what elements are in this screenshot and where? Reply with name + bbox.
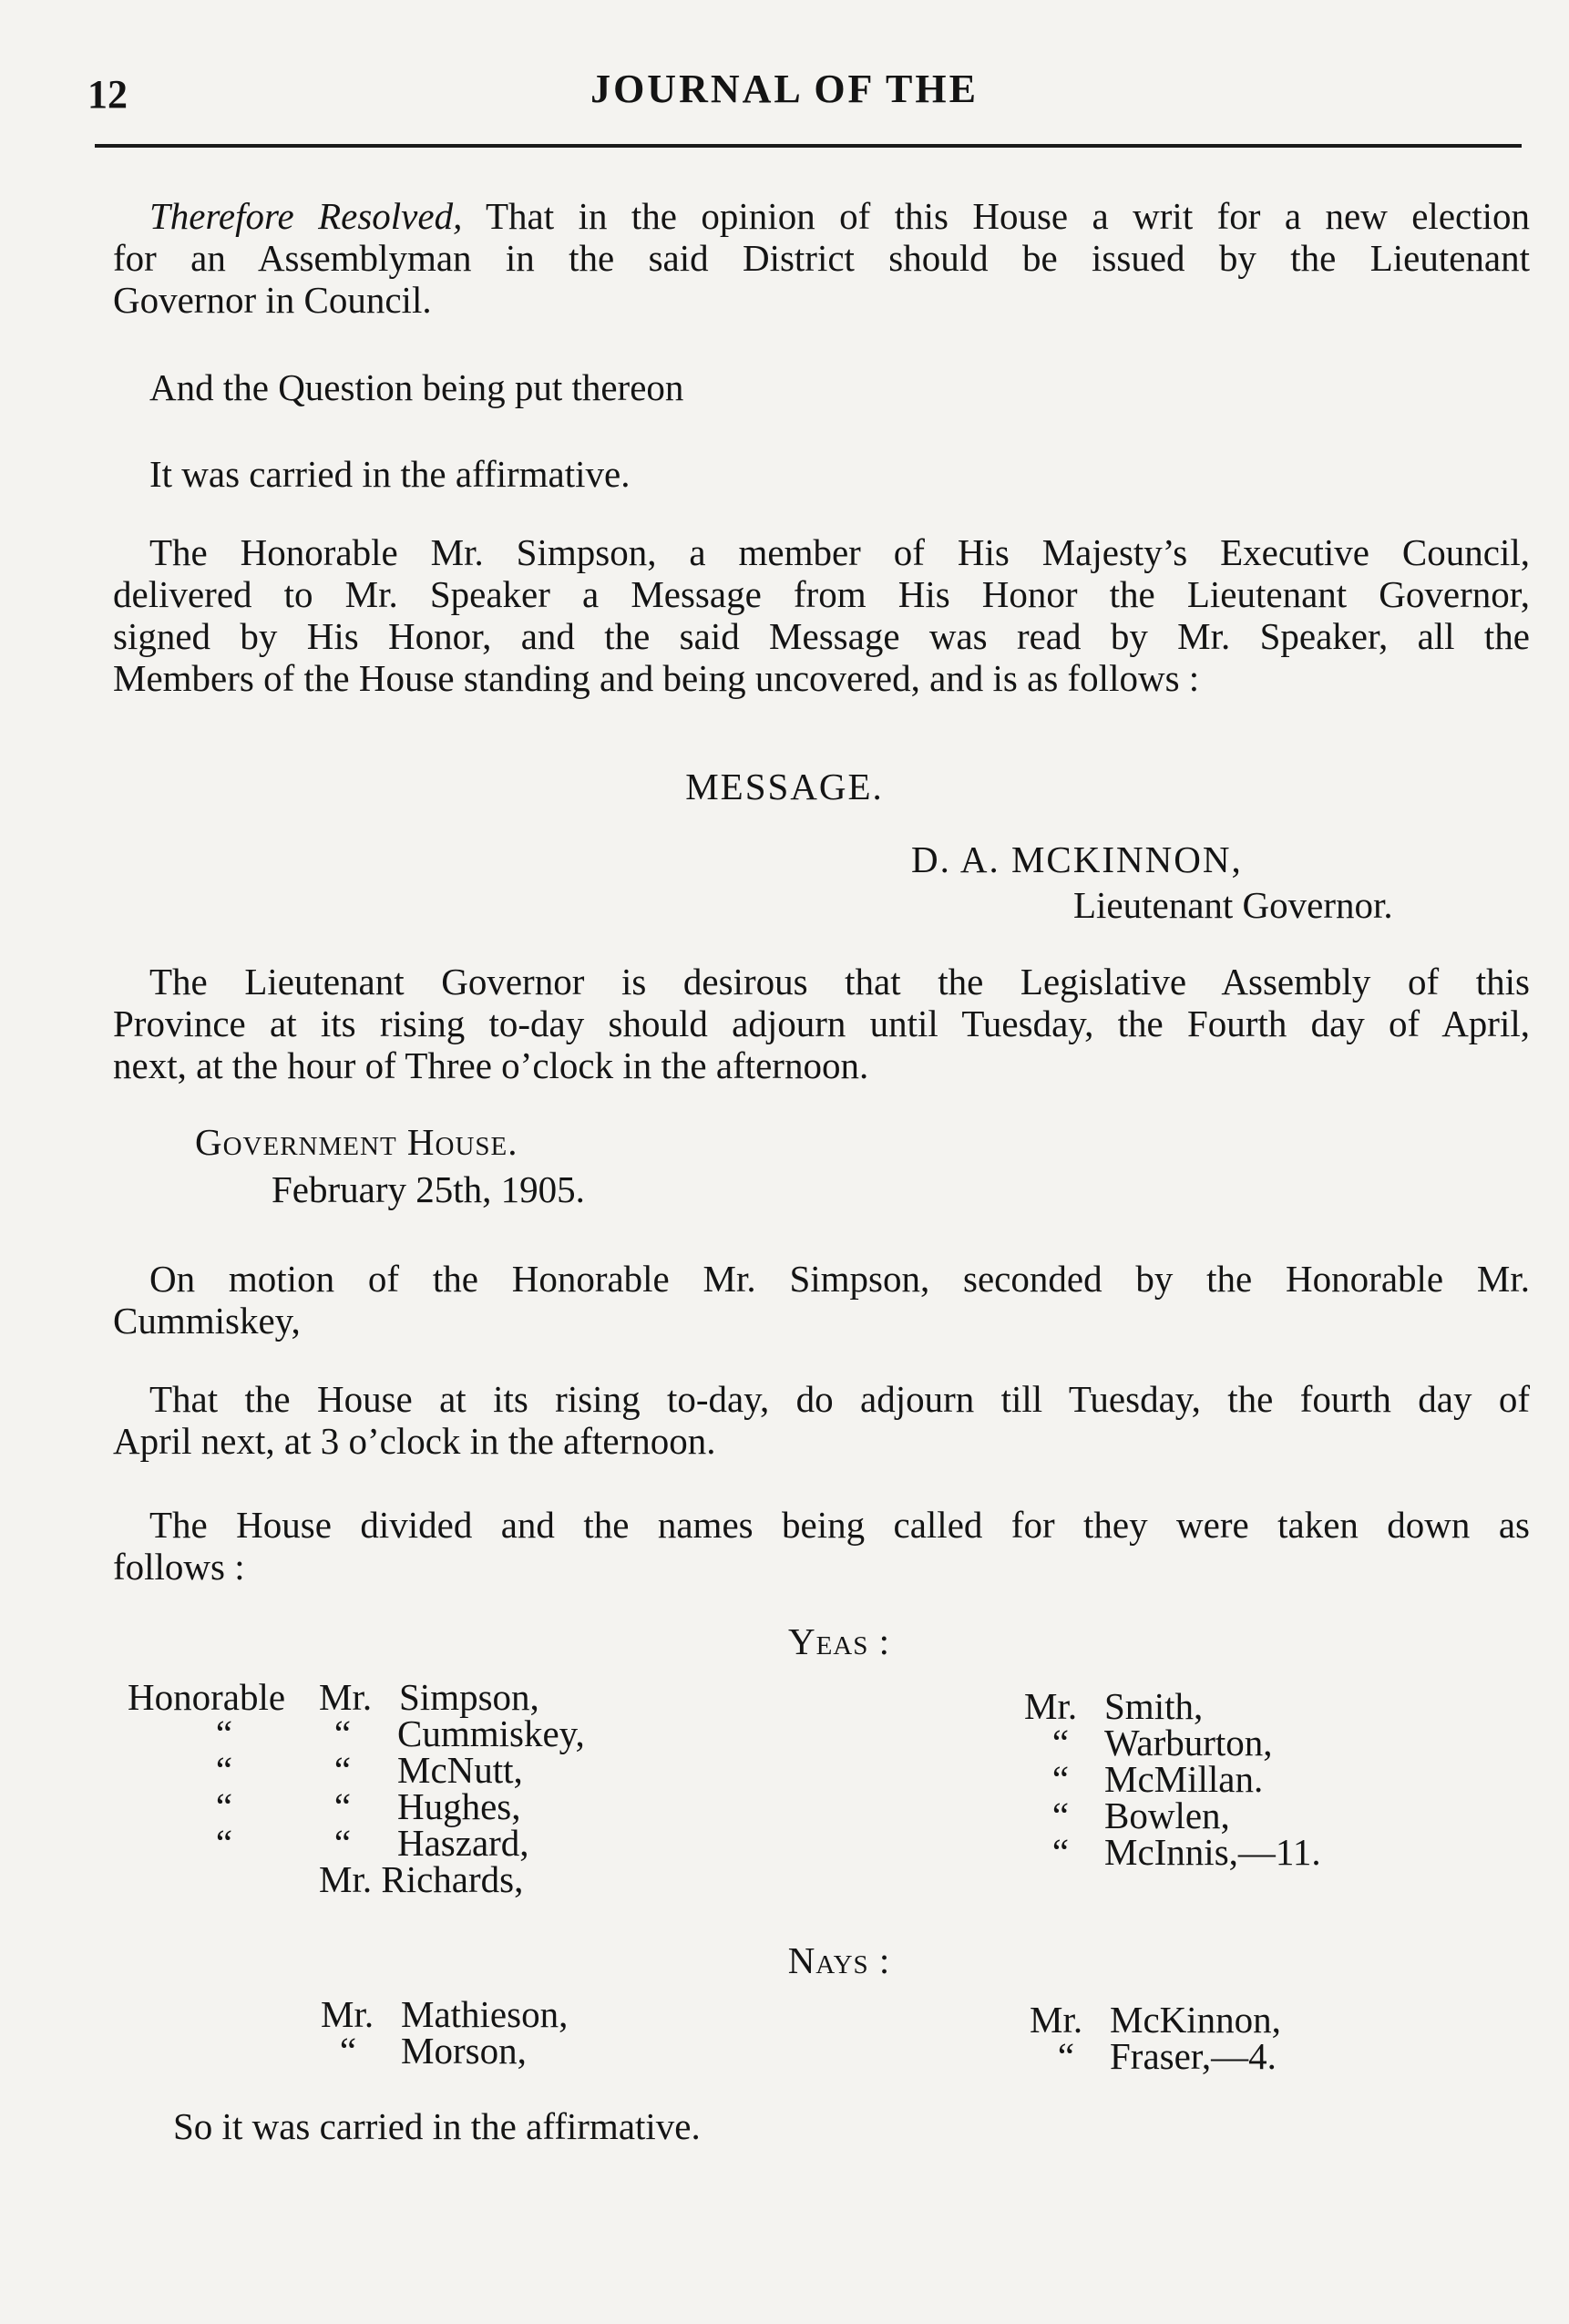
yeas-right-row: “ Warburton, xyxy=(1051,1722,1273,1764)
delivery-paragraph xyxy=(113,531,1530,699)
division-line-1: The House divided and the names being called for they were taken down as xyxy=(149,1504,1530,1546)
resolution-2-line-2: April next, at 3 o’clock in the afternoon. xyxy=(113,1420,716,1462)
page-number: 12 xyxy=(87,72,128,117)
message-signatory: D. A. MCKINNON, xyxy=(911,838,1243,880)
yeas-left-row: “ “ Cummiskey, xyxy=(215,1712,585,1754)
resolution-lead: Therefore Resolved, xyxy=(149,195,463,237)
resolution-2-paragraph xyxy=(113,1378,1530,1462)
division-line-2: follows : xyxy=(113,1546,245,1588)
resolution-line-3: Governor in Council. xyxy=(113,279,432,321)
yeas-heading: Yeas : xyxy=(787,1620,891,1662)
nays-heading: Nays : xyxy=(787,1939,891,1981)
nays-left-row: “ Morson, xyxy=(339,2030,527,2072)
yeas-right-row: “ Bowlen, xyxy=(1051,1794,1230,1836)
page-header xyxy=(0,64,1569,118)
yeas-right-row: Mr. Smith, xyxy=(1024,1685,1204,1727)
message-body-line-1: The Lieutenant Governor is desirous that the Legislative Assembly of this xyxy=(149,961,1530,1003)
yeas-right-row: “ McMillan. xyxy=(1051,1758,1264,1800)
resolution-line-2: for an Assemblyman in the said District should be issued by the Lieutenant xyxy=(113,237,1530,279)
resolution-line-1: Therefore Resolved, That in the opinion of this House a writ for a new election xyxy=(149,195,1530,237)
yeas-left-row: “ “ McNutt, xyxy=(215,1749,523,1791)
delivery-line-2: delivered to Mr. Speaker a Message from His Honor the Lieutenant Governor, xyxy=(113,573,1530,615)
nays-right-column xyxy=(1030,1999,1281,2077)
message-signatory-title: Lieutenant Governor. xyxy=(1073,884,1393,926)
message-heading: MESSAGE. xyxy=(685,766,884,807)
carried-line-1: It was carried in the affirmative. xyxy=(149,453,631,495)
yeas-right-row: “ McInnis,—11. xyxy=(1051,1831,1321,1873)
question-line: And the Question being put thereon xyxy=(149,366,684,408)
delivery-line-1: The Honorable Mr. Simpson, a member of His Majesty’s Executive Council, xyxy=(149,531,1530,573)
yeas-right-column xyxy=(1024,1685,1321,1873)
nays-left-row: Mr. Mathieson, xyxy=(321,1993,569,2035)
message-place: Government House. xyxy=(195,1121,518,1163)
nays-left-column xyxy=(321,1993,569,2072)
yeas-left-row: “ “ Haszard, xyxy=(215,1822,529,1864)
yeas-left-row: Honorable Mr. Simpson, xyxy=(128,1676,539,1718)
message-body-line-3: next, at the hour of Three o’clock in the afternoon. xyxy=(113,1044,869,1086)
motion-line-2: Cummiskey, xyxy=(113,1300,301,1342)
delivery-line-4: Members of the House standing and being uncovered, and is as follows : xyxy=(113,657,1200,699)
message-body-line-2: Province at its rising to-day should adjourn until Tuesday, the Fourth day of April, xyxy=(113,1003,1530,1044)
carried-line-2: So it was carried in the affirmative. xyxy=(173,2105,701,2147)
nays-right-row: Mr. McKinnon, xyxy=(1030,1999,1281,2041)
yeas-left-row: Mr. Richards, xyxy=(319,1858,524,1900)
running-head: JOURNAL OF THE xyxy=(590,67,979,111)
motion-line-1: On motion of the Honorable Mr. Simpson, seconded by the Honorable Mr. xyxy=(149,1258,1530,1300)
yeas-left-column xyxy=(128,1676,585,1900)
delivery-line-3: signed by His Honor, and the said Message was read by Mr. Speaker, all the xyxy=(113,615,1530,657)
division-paragraph xyxy=(113,1504,1530,1588)
nays-right-row: “ Fraser,—4. xyxy=(1057,2035,1277,2077)
message-date: February 25th, 1905. xyxy=(272,1168,585,1210)
message-body xyxy=(113,961,1530,1086)
resolution-paragraph xyxy=(113,195,1530,321)
motion-paragraph xyxy=(113,1258,1530,1342)
yeas-left-row: “ “ Hughes, xyxy=(215,1785,521,1827)
header-rule xyxy=(95,144,1522,148)
resolution-2-line-1: That the House at its rising to-day, do adjourn till Tuesday, the fourth day of xyxy=(149,1378,1530,1420)
